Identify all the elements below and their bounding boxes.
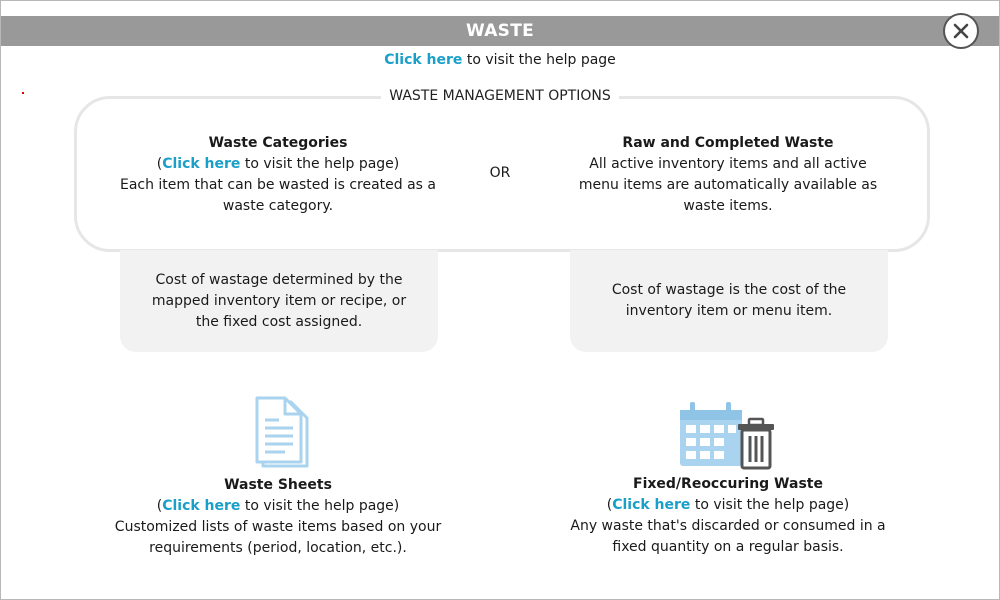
- waste-sheets-section: [110, 475, 446, 559]
- calendar-trash-icon: [678, 400, 778, 472]
- waste-sheets-title: Waste Sheets: [224, 477, 332, 493]
- fixed-waste-help-link[interactable]: Click here: [612, 497, 691, 513]
- document-icon: [253, 396, 309, 470]
- close-icon: [950, 20, 972, 42]
- page-title: WASTE: [1, 16, 999, 46]
- help-suffix: to visit the help page: [462, 52, 616, 68]
- raw-completed-section: [570, 133, 886, 217]
- waste-sheets-help: (Click here to visit the help page): [156, 498, 400, 514]
- waste-categories-section: [110, 133, 446, 217]
- waste-sheets-help-link[interactable]: Click here: [162, 498, 241, 514]
- fixed-waste-section: [560, 474, 896, 558]
- waste-categories-help: (Click here to visit the help page): [156, 156, 400, 172]
- waste-categories-cost-box: [120, 250, 438, 352]
- or-separator: OR: [489, 165, 511, 181]
- fixed-waste-description: Any waste that's discarded or consumed in a fixed quantity on a regular basis.: [570, 518, 886, 555]
- fixed-waste-help: (Click here to visit the help page): [606, 497, 850, 513]
- options-label: WASTE MANAGEMENT OPTIONS: [0, 88, 1000, 104]
- raw-completed-cost: Cost of wastage is the cost of the inventory item or menu item.: [611, 282, 847, 319]
- help-link[interactable]: Click here: [384, 52, 463, 68]
- fixed-waste-title: Fixed/Reoccuring Waste: [633, 476, 823, 492]
- raw-completed-cost-box: [570, 250, 888, 352]
- raw-completed-description: All active inventory items and all active menu items are automatically available as waste items.: [578, 156, 878, 214]
- waste-categories-description: Each item that can be wasted is created as a waste category.: [119, 177, 437, 214]
- waste-categories-title: Waste Categories: [208, 135, 348, 151]
- raw-completed-title: Raw and Completed Waste: [622, 135, 834, 151]
- waste-sheets-description: Customized lists of waste items based on your requirements (period, location, etc.).: [114, 519, 442, 556]
- waste-categories-help-link[interactable]: Click here: [162, 156, 241, 172]
- close-button[interactable]: [943, 13, 979, 49]
- waste-categories-cost: Cost of wastage determined by the mapped inventory item or recipe, or the fixed cost assigned.: [151, 271, 407, 330]
- help-line: [0, 52, 1000, 68]
